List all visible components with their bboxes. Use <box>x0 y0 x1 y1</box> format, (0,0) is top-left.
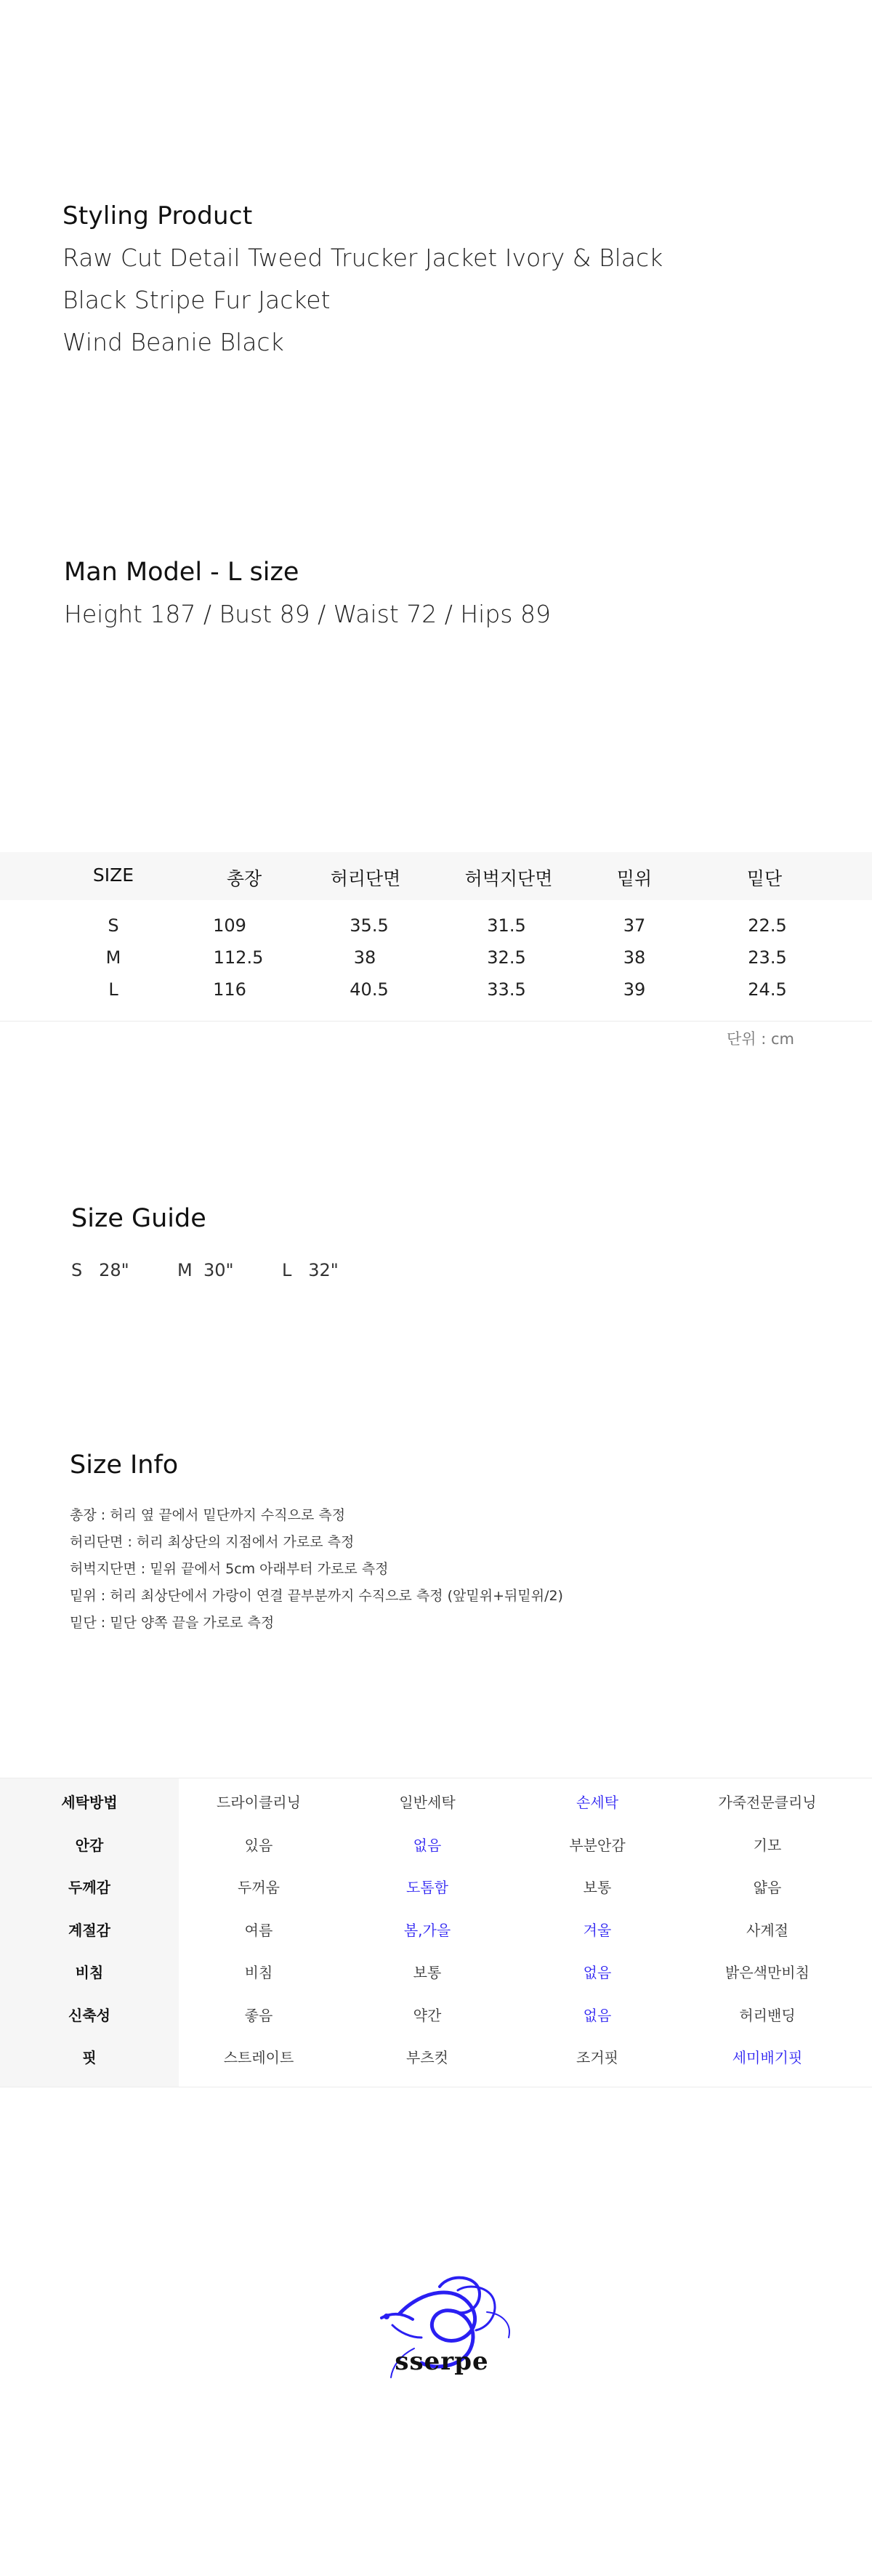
size-info-list <box>70 1502 563 1637</box>
size-cell: 23.5 <box>748 947 787 968</box>
care-option: 부츠컷 <box>406 2049 448 2066</box>
size-cell: 38 <box>353 947 376 968</box>
care-row-label: 핏 <box>82 2049 97 2066</box>
size-cell: 32.5 <box>487 947 526 968</box>
model-section <box>64 551 551 635</box>
size-table-header: 허리단면 <box>330 868 401 889</box>
size-cell: 39 <box>623 979 646 1000</box>
size-guide-title: Size Guide <box>71 1204 206 1233</box>
model-title: Man Model - L size <box>64 558 299 587</box>
size-table-header: 밑단 <box>746 868 783 889</box>
care-option: 얇음 <box>753 1879 782 1896</box>
size-cell: 33.5 <box>487 979 526 1000</box>
size-cell: 37 <box>623 915 646 936</box>
logo-wordmark: sserpe <box>395 2347 489 2376</box>
size-info-line: 밑위 : 허리 최상단에서 가랑이 연결 끝부분까지 수직으로 측정 (앞밑위+뒤밑위/2) <box>70 1588 563 1604</box>
care-row-label: 계절감 <box>68 1921 110 1939</box>
care-row-label: 안감 <box>75 1836 104 1854</box>
care-option-selected: 봄,가을 <box>403 1921 451 1939</box>
size-table-header: 허벅지단면 <box>464 868 553 889</box>
care-option: 사계절 <box>746 1921 788 1939</box>
care-option: 두꺼움 <box>238 1879 280 1896</box>
care-option: 스트레이트 <box>223 2049 294 2066</box>
size-cell: 35.5 <box>350 915 389 936</box>
care-row-label: 비침 <box>75 1964 104 1981</box>
size-cell: 40.5 <box>350 979 389 1000</box>
size-cell: L <box>108 979 118 1000</box>
care-option-selected: 없음 <box>413 1836 442 1854</box>
styling-item: Black Stripe Fur Jacket <box>62 286 331 314</box>
care-option: 있음 <box>244 1836 273 1854</box>
styling-item: Raw Cut Detail Tweed Trucker Jacket Ivory & Black <box>62 244 663 272</box>
size-cell: M <box>105 947 121 968</box>
size-cell: 109 <box>213 915 246 936</box>
care-row-label: 세탁방법 <box>61 1794 118 1811</box>
care-option-selected: 겨울 <box>583 1921 612 1939</box>
styling-product-section <box>62 195 663 364</box>
care-option: 기모 <box>753 1836 782 1854</box>
size-info-line: 허벅지단면 : 밑위 끝에서 5cm 아래부터 가로로 측정 <box>70 1561 389 1577</box>
care-option: 비침 <box>244 1964 273 1981</box>
size-unit-note: 단위 : cm <box>727 1030 795 1048</box>
size-info-line: 허리단면 : 허리 최상단의 지점에서 가로로 측정 <box>70 1534 355 1550</box>
size-cell: 31.5 <box>487 915 526 936</box>
size-guide-item: S 28" <box>71 1260 129 1280</box>
care-row-label: 두께감 <box>68 1879 110 1896</box>
care-option: 가죽전문클리닝 <box>718 1794 817 1811</box>
care-option-selected: 없음 <box>583 1964 612 1981</box>
size-cell: 22.5 <box>748 915 787 936</box>
care-option: 밝은색만비침 <box>725 1964 810 1981</box>
styling-product-title: Styling Product <box>62 201 253 230</box>
care-option: 좋음 <box>244 2006 273 2024</box>
care-option: 드라이클리닝 <box>217 1794 301 1811</box>
size-table-header: 밑위 <box>616 868 653 889</box>
care-option: 여름 <box>244 1921 273 1939</box>
size-cell: 112.5 <box>213 947 264 968</box>
size-cell: 116 <box>213 979 246 1000</box>
care-option: 보통 <box>413 1964 442 1981</box>
care-option: 부분안감 <box>569 1836 626 1854</box>
size-table-divider <box>0 1021 872 1022</box>
care-option: 허리밴딩 <box>739 2006 796 2024</box>
care-option-selected: 세미배기핏 <box>732 2049 803 2066</box>
size-info-title: Size Info <box>70 1450 179 1480</box>
size-info-line: 밑단 : 밑단 양쪽 끝을 가로로 측정 <box>70 1615 275 1631</box>
care-option: 조거핏 <box>576 2049 618 2066</box>
care-option-selected: 손세탁 <box>576 1794 618 1811</box>
care-option-selected: 도톰함 <box>406 1879 448 1896</box>
size-info-line: 총장 : 허리 옆 끝에서 밑단까지 수직으로 측정 <box>70 1507 346 1523</box>
care-row-label: 신축성 <box>68 2006 110 2024</box>
size-table-header: SIZE <box>92 864 134 886</box>
size-cell: 24.5 <box>748 979 787 1000</box>
model-measurements: Height 187 / Bust 89 / Waist 72 / Hips 89 <box>64 600 551 628</box>
size-table-header: 총장 <box>226 868 262 889</box>
brand-logo <box>371 2268 520 2385</box>
care-option: 보통 <box>583 1879 612 1896</box>
styling-item: Wind Beanie Black <box>62 328 284 356</box>
care-option-selected: 없음 <box>583 2006 612 2024</box>
care-option: 약간 <box>413 2006 442 2024</box>
size-guide-item: M 30" <box>177 1260 234 1280</box>
care-option: 일반세탁 <box>399 1794 456 1811</box>
size-cell: 38 <box>623 947 646 968</box>
size-guide-item: L 32" <box>282 1260 339 1280</box>
size-cell: S <box>108 915 119 936</box>
